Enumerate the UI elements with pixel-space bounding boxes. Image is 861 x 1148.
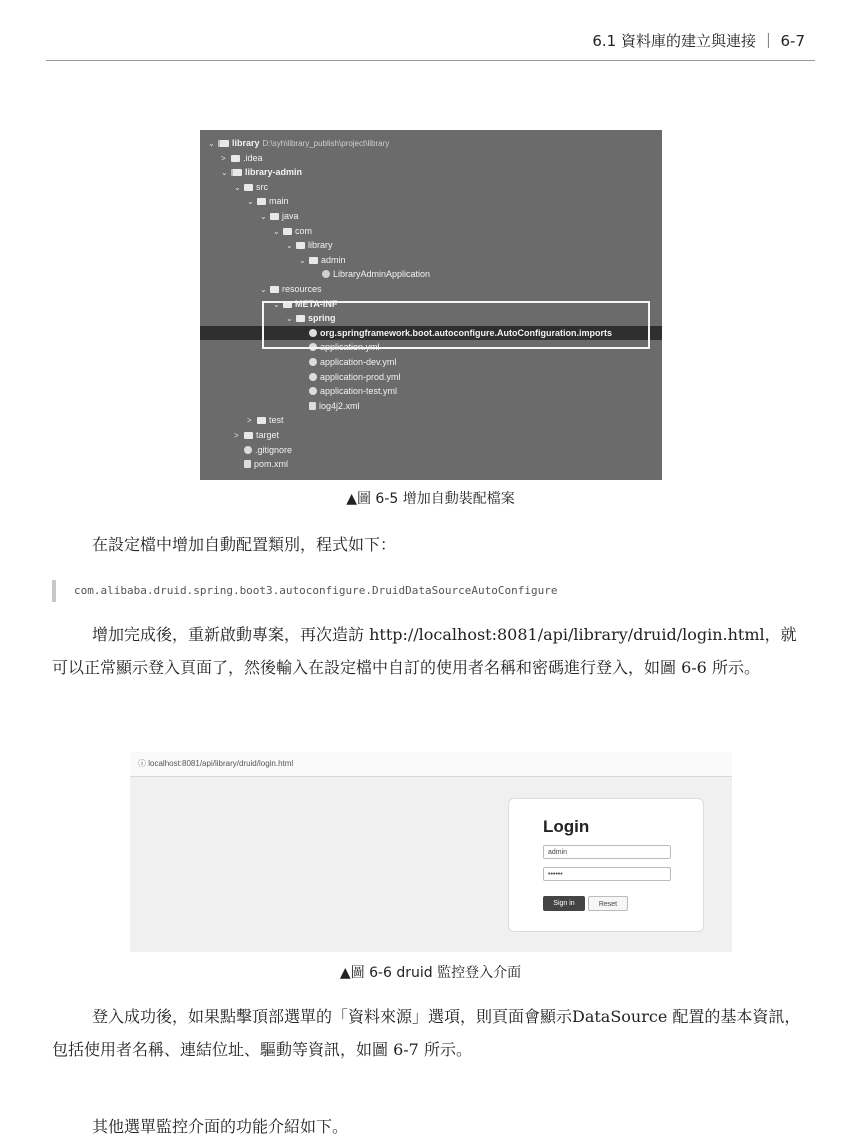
tree-item-label: application-test.yml — [320, 386, 398, 397]
chevron-right-icon[interactable]: > — [234, 431, 239, 440]
project-path: D:\syh\library_publish\project\library — [262, 139, 390, 148]
figure-6-6-caption: ▲圖 6-6 druid 監控登入介面 — [339, 965, 522, 981]
tree-item-label: application-dev.yml — [320, 357, 397, 367]
paragraph-4: 其他選單監控介面的功能介紹如下。 — [92, 1117, 349, 1136]
url-text: localhost:8081/api/library/druid/login.html — [148, 759, 294, 768]
username-input[interactable]: admin — [543, 845, 671, 859]
folder-icon — [257, 198, 266, 205]
code-block: com.alibaba.druid.spring.boot3.autoconfigure.DruidDataSourceAutoConfigure — [52, 580, 812, 602]
chevron-down-icon[interactable]: ⌄ — [286, 314, 293, 324]
tree-item-label: spring — [308, 313, 336, 324]
file-icon — [244, 460, 251, 468]
paragraph-3: 登入成功後，如果點擊頂部選單的「資料來源」選項，則頁面會顯示DataSource 配置的基本資訊，包括使用者名稱、連結位址、驅動等資訊，如圖 6-7 所示。 — [52, 1007, 801, 1059]
sign-in-button[interactable]: Sign in — [543, 896, 585, 911]
login-title: Login — [543, 817, 590, 836]
chevron-down-icon[interactable]: ⌄ — [221, 168, 228, 178]
paragraph-1: 在設定檔中增加自動配置類別，程式如下： — [92, 535, 397, 554]
tree-item-label: com — [295, 225, 313, 236]
chevron-down-icon[interactable]: ⌄ — [260, 285, 267, 294]
file-icon — [309, 358, 317, 366]
tree-item-label: .gitignore — [255, 444, 293, 455]
login-panel — [508, 798, 704, 932]
paragraph-2: 增加完成後，重新啟動專案，再次造訪 http://localhost:8081/api/library/druid/login.html，就可以正常顯示登入頁面了，然後輸入在設定檔中自訂的使用者名稱和密碼進行登入，如圖 6-6 所示。 — [52, 625, 797, 677]
chevron-down-icon[interactable]: ⌄ — [208, 139, 215, 148]
tree-item-label: pom.xml — [254, 459, 289, 470]
reset-button[interactable]: Reset — [588, 896, 628, 911]
tree-item-label: META-INF — [295, 298, 338, 309]
tree-item-label: library — [232, 138, 260, 148]
folder-icon — [296, 242, 305, 249]
folder-icon — [257, 417, 266, 424]
tree-item-label: application-prod.yml — [320, 371, 401, 382]
chevron-right-icon[interactable]: > — [247, 416, 252, 426]
chevron-down-icon[interactable]: ⌄ — [286, 241, 293, 251]
file-icon — [309, 387, 317, 395]
chevron-down-icon[interactable]: ⌄ — [234, 182, 241, 192]
chevron-down-icon[interactable]: ⌄ — [273, 299, 280, 309]
figure-login-screenshot — [130, 752, 732, 952]
figure-6-5-caption: ▲圖 6-5 增加自動裝配檔案 — [346, 491, 515, 507]
chevron-right-icon[interactable]: > — [221, 153, 226, 163]
tree-item-label: admin — [321, 254, 346, 265]
chevron-down-icon[interactable]: ⌄ — [299, 255, 306, 265]
tree-item-label: log4j2.xml — [319, 400, 360, 411]
tree-item-label: library-admin — [245, 167, 303, 178]
chevron-down-icon[interactable]: ⌄ — [260, 212, 267, 221]
tree-item-label: resources — [282, 284, 322, 294]
tree-item-label: main — [269, 196, 289, 207]
tree-item-label: library — [308, 240, 333, 251]
folder-icon — [231, 155, 240, 162]
file-icon — [309, 373, 317, 381]
tree-item-label: java — [282, 211, 299, 221]
tree-item-label: application.yml — [320, 342, 380, 353]
password-input[interactable]: •••••• — [543, 867, 671, 881]
running-head: 6.1 資料庫的建立與連接 ｜ 6-7 — [592, 32, 805, 50]
figure-project-tree — [200, 130, 662, 480]
info-icon: ⓘ — [138, 759, 146, 768]
tree-item-label: org.springframework.boot.autoconfigure.AutoConfiguration.imports — [320, 327, 612, 338]
folder-icon — [309, 257, 318, 264]
tree-item-label: LibraryAdminApplication — [333, 269, 431, 280]
chevron-down-icon[interactable]: ⌄ — [273, 226, 280, 236]
file-icon — [244, 446, 252, 454]
folder-icon — [244, 184, 253, 191]
folder-icon — [244, 432, 253, 439]
tree-item-label: src — [256, 181, 268, 192]
folder-icon — [283, 228, 292, 235]
highlight-box — [262, 298, 650, 349]
folder-icon — [218, 140, 229, 147]
tree-item-label: .idea — [243, 152, 263, 163]
tree-item-label: test — [269, 415, 284, 426]
folder-icon — [270, 286, 279, 293]
folder-icon — [231, 169, 242, 176]
folder-icon — [270, 213, 279, 220]
file-icon — [309, 402, 316, 410]
tree-item-label: target — [256, 430, 280, 440]
file-icon — [322, 270, 330, 278]
chevron-down-icon[interactable]: ⌄ — [247, 197, 254, 207]
page-header — [46, 0, 815, 61]
browser-url-bar[interactable] — [130, 752, 732, 777]
